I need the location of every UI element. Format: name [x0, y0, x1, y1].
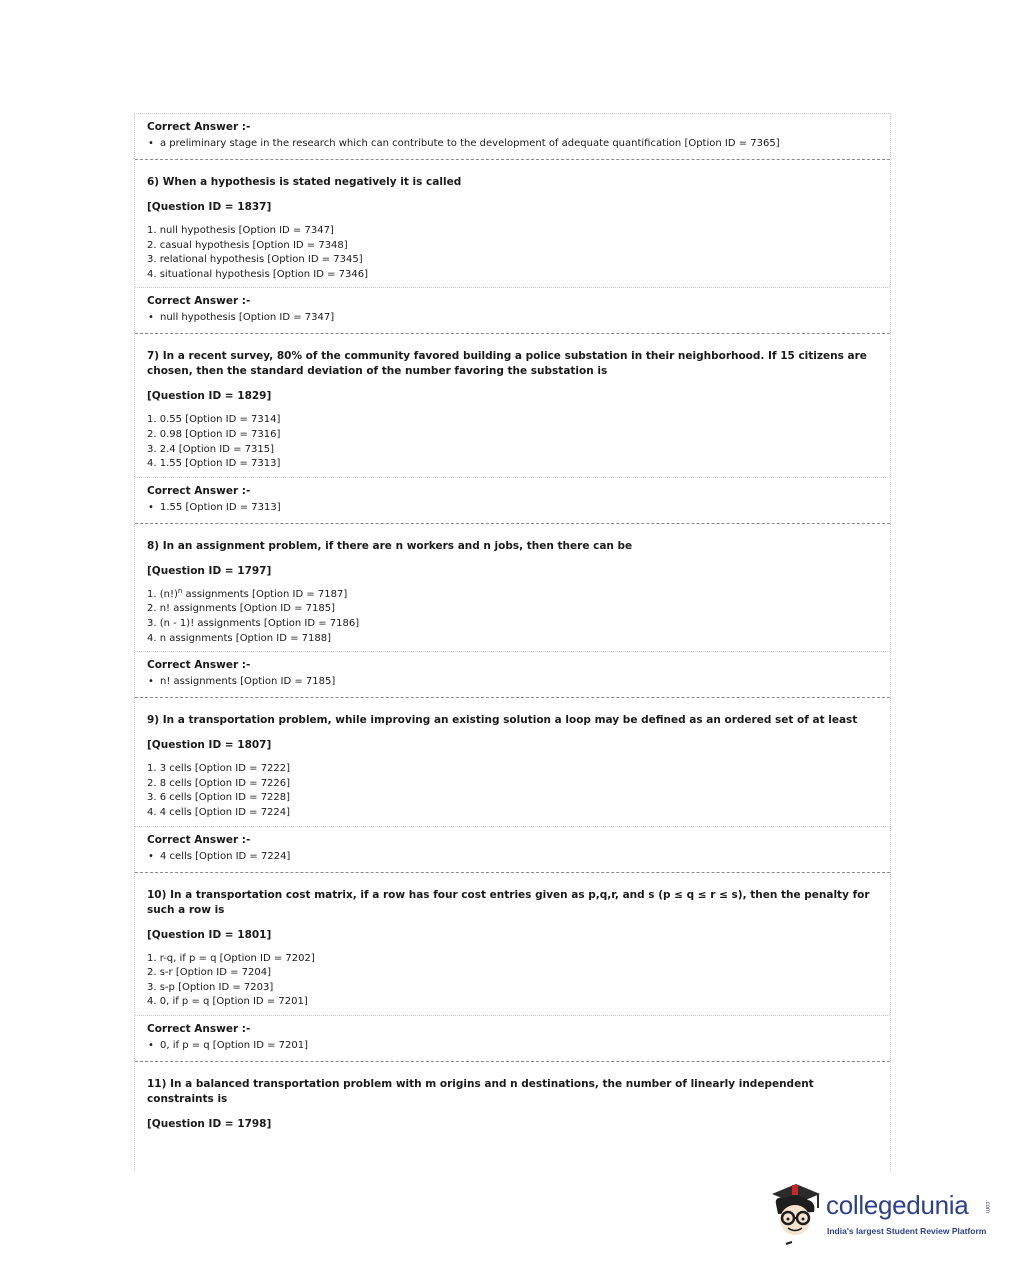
question-title: 6) When a hypothesis is stated negatively it is called	[147, 176, 462, 188]
question-title: 10) In a transportation cost matrix, if a row has four cost entries given as p,q,r, and s (p ≤ q ≤ r ≤ s), then the penalty for such a row is	[147, 888, 870, 916]
question-title: 7) In a recent survey, 80% of the community favored building a police substation in their neighborhood. If 15 citizens are chosen, then the standard deviation of the number favoring the substation is	[147, 350, 867, 378]
brand-domain: .com	[984, 1200, 990, 1214]
option-4: 4. 0, if p = q [Option ID = 7201]	[147, 996, 308, 1008]
options-list	[147, 762, 878, 820]
option-1: 1. r-q, if p = q [Option ID = 7202]	[147, 952, 315, 964]
option-1	[147, 588, 878, 603]
question-title: 8) In an assignment problem, if there are n workers and n jobs, then there can be	[147, 539, 633, 552]
answer-label: Correct Answer :-	[147, 484, 251, 497]
answer-block-9	[135, 827, 890, 873]
answer-block-10	[135, 1016, 890, 1062]
options-list	[147, 952, 878, 1010]
options-list	[147, 224, 878, 282]
answer-text: • a preliminary stage in the research which can contribute to the development of adequate quantification [Option ID = 7365]	[147, 137, 878, 151]
answer-label: Correct Answer :-	[147, 121, 251, 133]
question-id: [Question ID = 1801]	[147, 928, 272, 941]
option-1-base: 1. (n!)	[147, 588, 178, 600]
option-3: 3. 6 cells [Option ID = 7228]	[147, 792, 291, 804]
brand-name: collegedunia	[826, 1190, 969, 1220]
answer-text: • 0, if p = q [Option ID = 7201]	[147, 1039, 878, 1053]
option-3: 3. 2.4 [Option ID = 7315]	[147, 443, 274, 455]
option-2: 2. casual hypothesis [Option ID = 7348]	[147, 239, 348, 251]
option-1: 1. 0.55 [Option ID = 7314]	[147, 414, 281, 426]
answer-label: Correct Answer :-	[147, 833, 251, 846]
answer-label: Correct Answer :-	[147, 1022, 251, 1035]
option-1: 1. null hypothesis [Option ID = 7347]	[147, 225, 334, 236]
option-4: 4. n assignments [Option ID = 7188]	[147, 632, 331, 644]
option-2: 2. 0.98 [Option ID = 7316]	[147, 428, 281, 440]
brand-tagline: India's largest Student Review Platform	[827, 1226, 987, 1236]
question-9	[135, 698, 890, 826]
answer-label: Correct Answer :-	[147, 659, 251, 672]
answer-text: • n! assignments [Option ID = 7185]	[147, 675, 878, 689]
option-2: 2. n! assignments [Option ID = 7185]	[147, 603, 335, 615]
option-3: 3. (n - 1)! assignments [Option ID = 7186]	[147, 617, 360, 629]
option-3: 3. s-p [Option ID = 7203]	[147, 981, 274, 993]
question-id: [Question ID = 1807]	[147, 739, 272, 752]
options-list	[147, 413, 878, 471]
question-title: 11) In a balanced transportation problem with m origins and n destinations, the number of linearly independent constraints is	[147, 1077, 814, 1105]
option-1-rest: assignments [Option ID = 7187]	[182, 588, 348, 600]
answer-text: • 1.55 [Option ID = 7313]	[147, 501, 878, 515]
collegedunia-logo	[766, 1178, 996, 1248]
answer-block-8	[135, 652, 890, 698]
option-2: 2. 8 cells [Option ID = 7226]	[147, 777, 291, 789]
question-id: [Question ID = 1798]	[147, 1117, 272, 1130]
option-1: 1. 3 cells [Option ID = 7222]	[147, 763, 291, 775]
mascot-icon	[766, 1178, 826, 1248]
question-10	[135, 873, 890, 1016]
option-3: 3. relational hypothesis [Option ID = 7345]	[147, 254, 363, 266]
question-id: [Question ID = 1829]	[147, 390, 272, 403]
option-4: 4. 1.55 [Option ID = 7313]	[147, 458, 281, 470]
option-1-exponent: n	[177, 586, 183, 595]
answer-label: Correct Answer :-	[147, 295, 251, 308]
option-4: 4. situational hypothesis [Option ID = 7346]	[147, 268, 369, 280]
answer-text: • 4 cells [Option ID = 7224]	[147, 850, 878, 864]
question-6	[135, 160, 890, 288]
question-7	[135, 334, 890, 477]
question-8	[135, 524, 890, 652]
question-title: 9) In a transportation problem, while improving an existing solution a loop may be defined as an ordered set of at least	[147, 714, 858, 727]
question-paper	[134, 113, 891, 1171]
answer-text: • null hypothesis [Option ID = 7347]	[147, 311, 878, 325]
question-id: [Question ID = 1797]	[147, 564, 272, 577]
question-11	[135, 1062, 890, 1136]
option-2: 2. s-r [Option ID = 7204]	[147, 967, 272, 979]
options-list	[147, 588, 878, 646]
answer-block-7	[135, 478, 890, 524]
question-id: [Question ID = 1837]	[147, 201, 272, 213]
answer-block-5	[135, 114, 890, 160]
answer-block-6	[135, 288, 890, 334]
option-4: 4. 4 cells [Option ID = 7224]	[147, 806, 291, 818]
